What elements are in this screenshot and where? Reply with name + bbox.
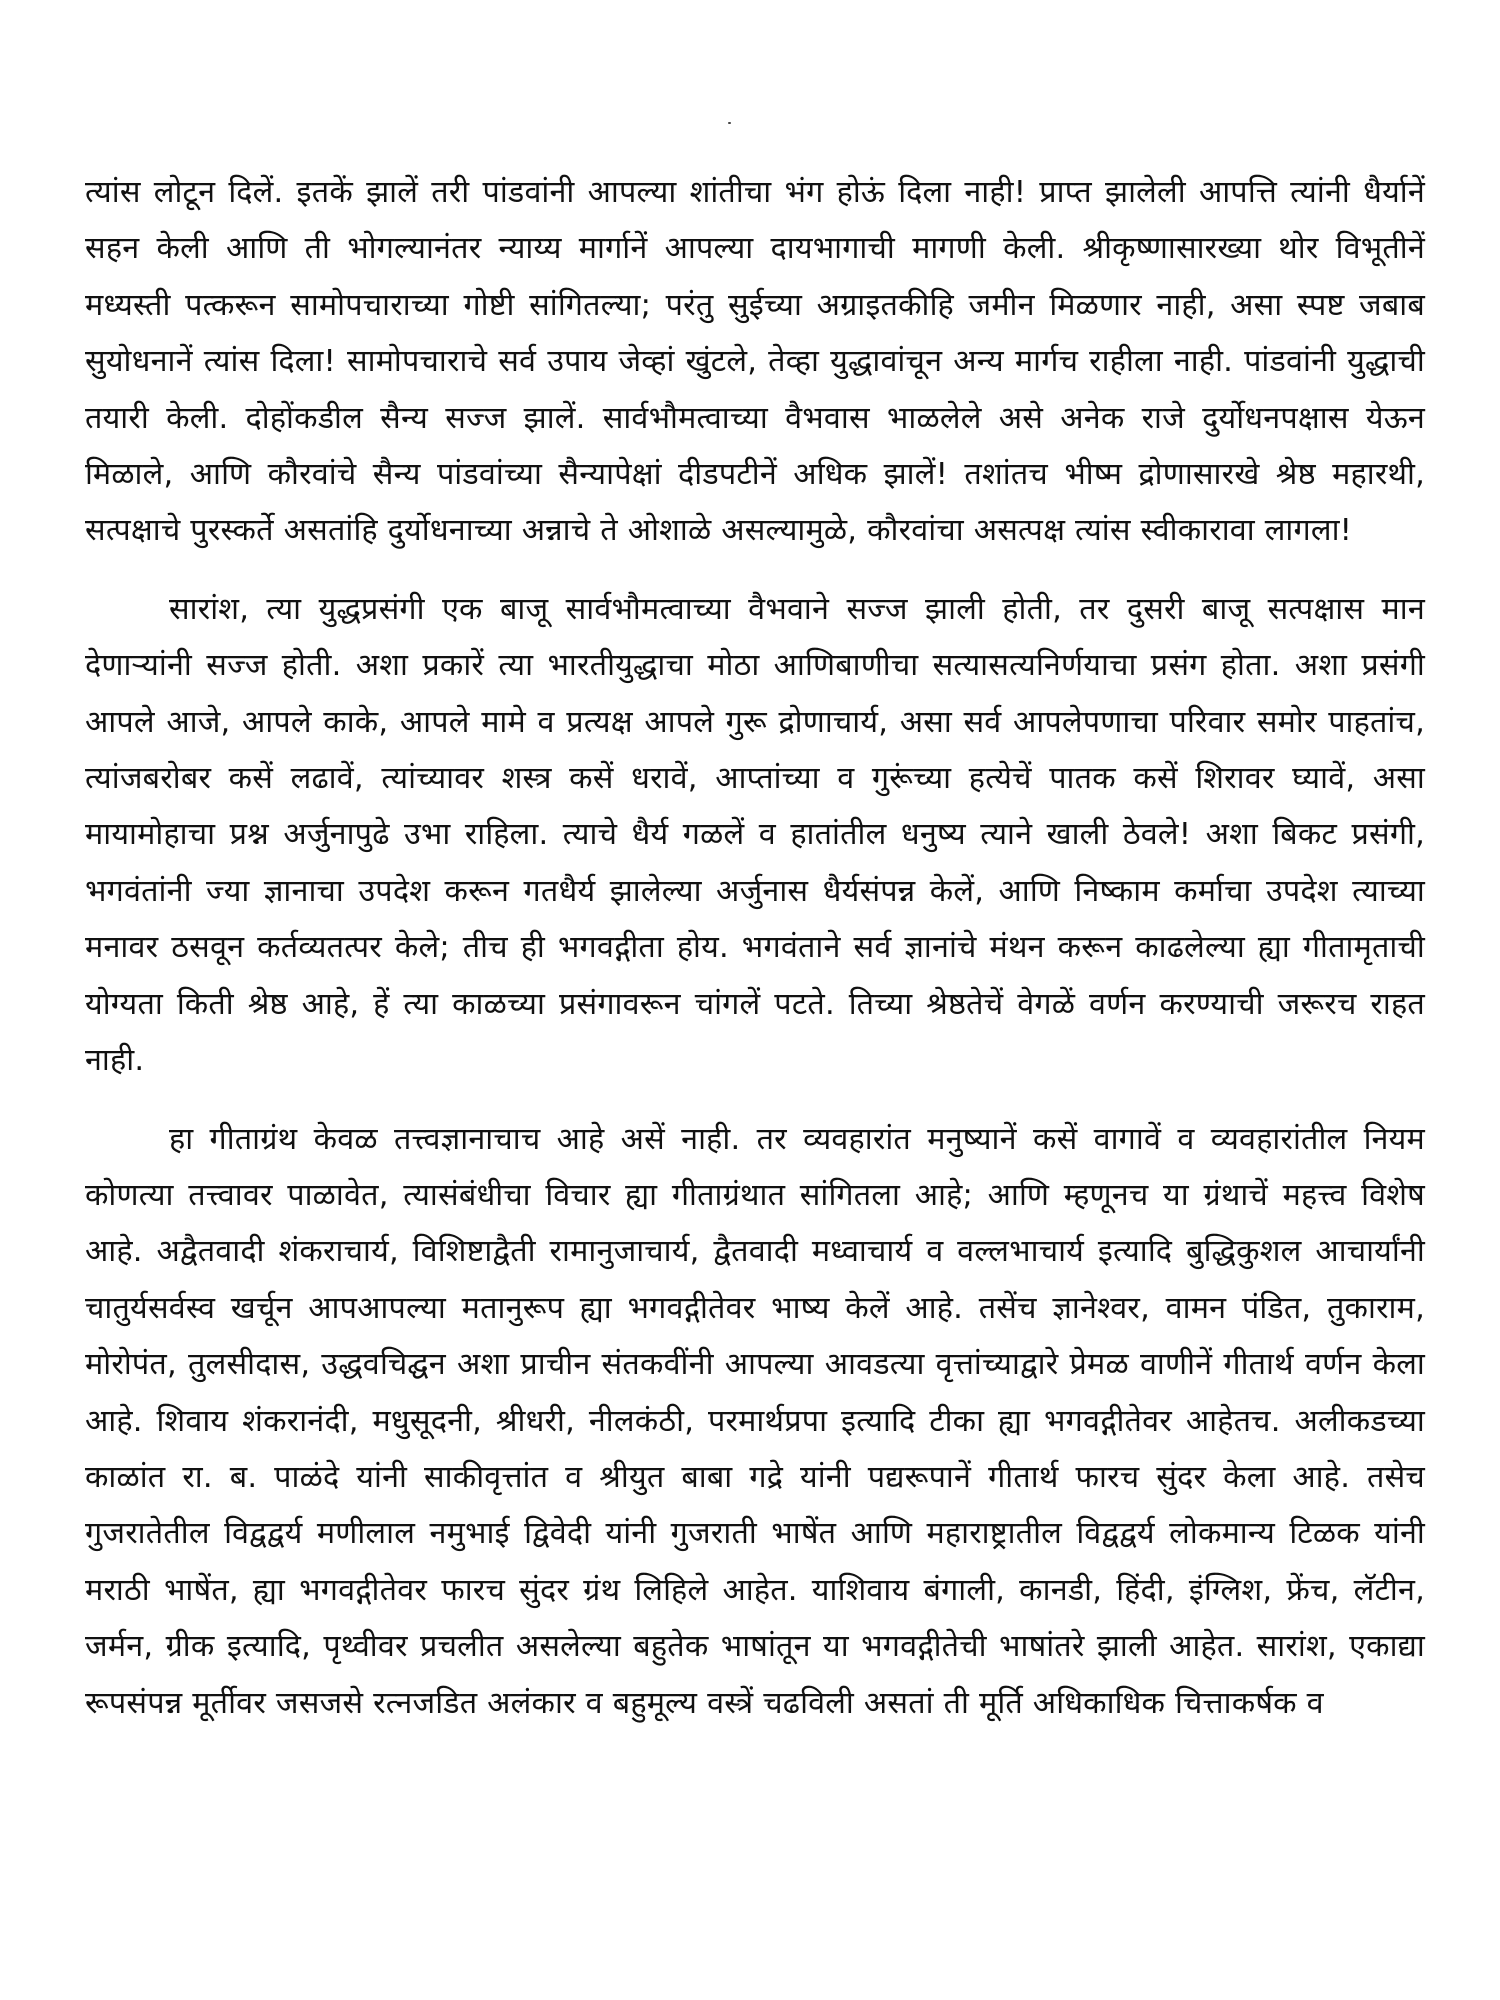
paragraph-3: हा गीताग्रंथ केवळ तत्त्वज्ञानाचाच आहे असें नाही. तर व्यवहारांत मनुष्यानें कसें वागावें व व्यवहारांतील नियम कोणत्या तत्त्वावर पाळावेत, त्यासंबंधीचा विचार ह्या गीताग्रंथात सांगितला आहे; आणि म्हणूनच या ग्रंथाचें महत्त्व विशेष आहे. अद्वैतवादी शंकराचार्य, विशिष्टाद्वैती रामानुजाचार्य, द्वैतवादी मध्वाचार्य व वल्लभाचार्य इत्यादि बुद्धिकुशल आचार्यांनी चातुर्यसर्वस्व खर्चून आपआपल्या मतानुरूप ह्या भगवद्गीतेवर भाष्य केलें आहे. तसेंच ज्ञानेश्वर, वामन पंडित, तुकाराम, मोरोपंत, तुलसीदास, उद्धवचिद्घन अशा प्राचीन संतकवींनी आपल्या आवडत्या वृत्तांच्याद्वारे प्रेमळ वाणीनें गीतार्थ वर्णन केला आहे. शिवाय शंकरानंदी, मधुसूदनी, श्रीधरी, नीलकंठी, परमार्थप्रपा इत्यादि टीका ह्या भगवद्गीतेवर आहेतच. अलीकडच्या काळांत रा. ब. पाळंदे यांनी साकीवृत्तांत व श्रीयुत बाबा गद्रे यांनी पद्यरूपानें गीतार्थ फारच सुंदर केला आहे. तसेच गुजरातेतील विद्वद्वर्य मणीलाल नमुभाई द्विवेदी यांनी गुजराती भाषेंत आणि महाराष्ट्रातील विद्वद्वर्य लोकमान्य टिळक यांनी मराठी भाषेंत, ह्या भगवद्गीतेवर फारच सुंदर ग्रंथ लिहिले आहेत. याशिवाय बंगाली, कानडी, हिंदी, इंग्लिश, फ्रेंच, लॅटीन, जर्मन, ग्रीक इत्यादि, पृथ्वीवर प्रचलीत असलेल्या बहुतेक भाषांतून या भगवद्गीतेची भाषांतरे झाली आहेत. सारांश, एकाद्या रूपसंपन्न मूर्तीवर जसजसे रत्नजडित अलंकार व बहुमूल्य वस्त्रें चढविली असतां ती मूर्ति अधिकाधिक चित्ताकर्षक व <box>85 1121 1425 1721</box>
paragraph-2: सारांश, त्या युद्धप्रसंगी एक बाजू सार्वभौमत्वाच्या वैभवाने सज्ज झाली होती, तर दुसरी बाजू सत्पक्षास मान देणाऱ्यांनी सज्ज होती. अशा प्रकारें त्या भारतीयुद्धाचा मोठा आणिबाणीचा सत्यासत्यनिर्णयाचा प्रसंग होता. अशा प्रसंगी आपले आजे, आपले काके, आपले मामे व प्रत्यक्ष आपले गुरू द्रोणाचार्य, असा सर्व आपलेपणाचा परिवार समोर पाहतांच, त्यांजबरोबर कसें लढावें, त्यांच्यावर शस्त्र कसें धरावें, आप्तांच्या व गुरूंच्या हत्येचें पातक कसें शिरावर घ्यावें, असा मायामोहाचा प्रश्न अर्जुनापुढे उभा राहिला. त्याचे धैर्य गळलें व हातांतील धनुष्य त्याने खाली ठेवले! अशा बिकट प्रसंगी, भगवंतांनी ज्या ज्ञानाचा उपदेश करून गतधैर्य झालेल्या अर्जुनास धैर्यसंपन्न केलें, आणि निष्काम कर्माचा उपदेश त्याच्या मनावर ठसवून कर्तव्यतत्पर केले; तीच ही भगवद्गीता होय. भगवंताने सर्व ज्ञानांचे मंथन करून काढलेल्या ह्या गीतामृताची योग्यता किती श्रेष्ठ आहे, हें त्या काळच्या प्रसंगावरून चांगलें पटते. तिच्या श्रेष्ठतेचें वेगळें वर्णन करण्याची जरूरच राहत नाही. <box>85 591 1425 1079</box>
scan-speck <box>728 122 731 124</box>
paragraph-1: त्यांस लोटून दिलें. इतकें झालें तरी पांडवांनी आपल्या शांतीचा भंग होऊं दिला नाही! प्राप्त झालेली आपत्ति त्यांनी धैर्यानें सहन केली आणि ती भोगल्यानंतर न्याय्य मार्गानें आपल्या दायभागाची मागणी केली. श्रीकृष्णासारख्या थोर विभूतीनें मध्यस्ती पत्करून सामोपचाराच्या गोष्टी सांगितल्या; परंतु सुईच्या अग्राइतकीहि जमीन मिळणार नाही, असा स्पष्ट जबाब सुयोधनानें त्यांस दिला! सामोपचाराचे सर्व उपाय जेव्हां खुंटले, तेव्हा युद्धावांचून अन्य मार्गच राहीला नाही. पांडवांनी युद्धाची तयारी केली. दोहोंकडील सैन्य सज्ज झालें. सार्वभौमत्वाच्या वैभवास भाळलेले असे अनेक राजे दुर्योधनपक्षास येऊन मिळाले, आणि कौरवांचे सैन्य पांडवांच्या सैन्यापेक्षां दीडपटीनें अधिक झालें! तशांतच भीष्म द्रोणासारखे श्रेष्ठ महारथी, सत्पक्षाचे पुरस्कर्ते असतांहि दुर्योधनाच्या अन्नाचे ते ओशाळे असल्यामुळे, कौरवांचा असत्पक्ष त्यांस स्वीकारावा लागला! <box>85 175 1425 549</box>
document-page <box>85 165 1425 1732</box>
